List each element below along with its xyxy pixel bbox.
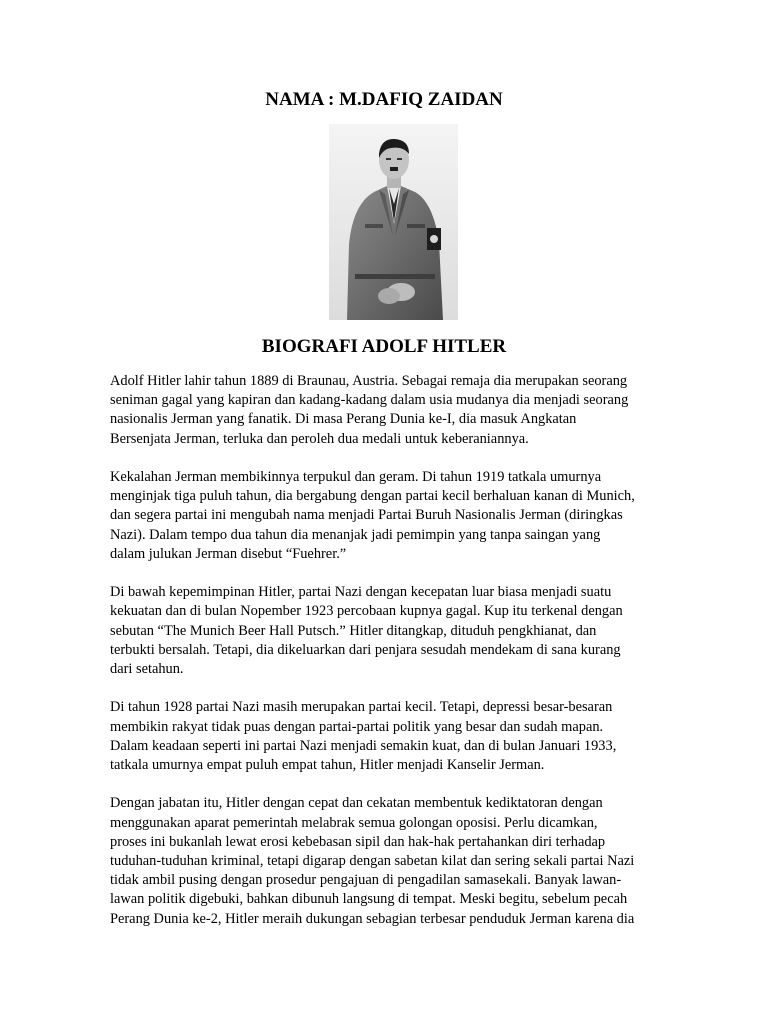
- text-line: Adolf Hitler lahir tahun 1889 di Braunau, Austria. Sebagai remaja dia merupakan seorang: [110, 373, 628, 389]
- paragraph: [110, 794, 685, 928]
- name-heading: NAMA : M.DAFIQ ZAIDAN: [265, 89, 503, 110]
- paragraph: [110, 583, 685, 679]
- text-line: membikin rakyat tidak puas dengan partai-partai politik yang besar dan sudah mapan.: [110, 718, 604, 735]
- text-line: kekuatan dan di bulan Nopember 1923 percobaan kupnya gagal. Kup itu terkenal dengan: [110, 603, 623, 620]
- text-line: lawan politik digebuki, bahkan dibunuh langsung di tempat. Meski begitu, sebelum pecah: [110, 891, 628, 908]
- text-line: Bersenjata Jerman, terluka dan peroleh dua medali untuk keberaniannya.: [110, 430, 529, 447]
- text-line: Di tahun 1928 partai Nazi masih merupakan partai kecil. Tetapi, depressi besar-besaran: [110, 699, 613, 716]
- text-line: Nazi). Dalam tempo dua tahun dia menanjak jadi pemimpin yang tanpa saingan yang: [110, 526, 601, 543]
- paragraph: [110, 698, 685, 775]
- text-line: menggunakan aparat pemerintah melabrak semua golongan oposisi. Perlu dicamkan,: [110, 814, 598, 831]
- text-line: Kekalahan Jerman membikinnya terpukul dan geram. Di tahun 1919 tatkala umurnya: [110, 469, 602, 485]
- text-line: Dengan jabatan itu, Hitler dengan cepat dan cekatan membentuk kediktatoran dengan: [110, 795, 603, 812]
- text-line: terbukti bersalah. Tetapi, dia dikeluarkan dari penjara sesudah mendekam di sana kurang: [110, 641, 621, 658]
- text-line: Di bawah kepemimpinan Hitler, partai Nazi dengan kecepatan luar biasa menjadi suatu: [110, 584, 612, 601]
- biography-title: BIOGRAFI ADOLF HITLER: [261, 336, 507, 357]
- text-line: proses ini bukanlah lewat erosi kebebasan sipil dan hak-hak pertahankan diri terhadap: [110, 833, 606, 850]
- text-line: tidak ambil pusing dengan prosedur pengajuan di pengadilan samasekali. Banyak lawan-: [110, 872, 622, 889]
- text-line: tatkala umurnya empat puluh empat tahun, Hitler menjadi Kanselir Jerman.: [110, 757, 545, 774]
- paragraph: [110, 468, 685, 564]
- text-line: Dalam keadaan seperti ini partai Nazi menjadi semakin kuat, dan di bulan Januari 1933,: [110, 737, 617, 754]
- text-line: dalam julukan Jerman disebut “Fuehrer.”: [110, 545, 347, 562]
- text-line: menginjak tiga puluh tahun, dia bergabung dengan partai kecil berhaluan kanan di Munich,: [110, 488, 635, 505]
- text-line: dan segera partai ini mengubah nama menjadi Partai Buruh Nasionalis Jerman (diringkas: [110, 507, 623, 524]
- paragraph: [110, 372, 685, 449]
- text-line: dari setahun.: [110, 661, 184, 678]
- text-line: Perang Dunia ke-2, Hitler meraih dukungan sebagian terbesar penduduk Jerman karena dia: [110, 910, 635, 927]
- portrait-photo: [329, 124, 458, 320]
- portrait-illustration: [329, 124, 458, 320]
- text-line: tuduhan-tuduhan kriminal, tetapi digarap dengan sabetan kilat dan sering sekali partai Nazi: [110, 853, 635, 870]
- text-line: sebutan “The Munich Beer Hall Putsch.” Hitler ditangkap, dituduh pengkhianat, dan: [110, 622, 597, 639]
- biography-body: [110, 372, 685, 948]
- text-line: nasionalis Jerman yang fanatik. Di masa Perang Dunia ke-I, dia masuk Angkatan: [110, 411, 577, 428]
- text-line: seniman gagal yang kapiran dan kadang-kadang dalam usia mudanya dia menjadi seorang: [110, 392, 629, 409]
